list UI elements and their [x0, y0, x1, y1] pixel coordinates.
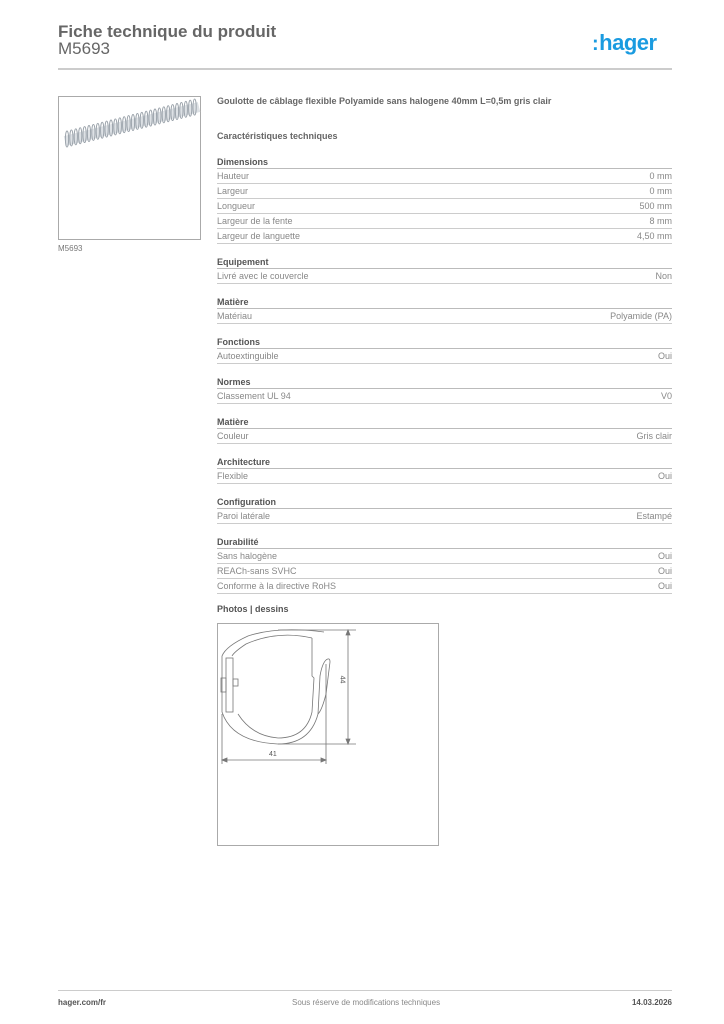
photos-title: Photos | dessins: [217, 604, 289, 614]
footer-divider: [58, 990, 672, 991]
spec-value: Oui: [657, 581, 672, 591]
spec-label: Largeur de la fente: [217, 216, 293, 226]
spec-label: REACh-sans SVHC: [217, 566, 297, 576]
spec-value: 4,50 mm: [636, 231, 672, 241]
spec-group-title: Architecture: [217, 456, 672, 469]
spec-value: V0: [660, 391, 672, 401]
spec-label: Longueur: [217, 201, 256, 211]
spec-value: 0 mm: [649, 186, 672, 196]
spec-group: [217, 456, 672, 484]
spec-group-title: Fonctions: [217, 336, 672, 349]
spec-label: Flexible: [217, 471, 249, 481]
spec-group: [217, 496, 672, 524]
spec-row: [217, 350, 672, 364]
spec-group: [217, 416, 672, 444]
spec-label: Matériau: [217, 311, 253, 321]
spec-value: 0 mm: [649, 171, 672, 181]
spec-row: [217, 470, 672, 484]
logo-text: hager: [599, 30, 657, 55]
product-code: M5693: [58, 39, 110, 58]
spec-group: [217, 336, 672, 364]
spec-group: [217, 156, 672, 244]
spec-label: Conforme à la directive RoHS: [217, 581, 337, 591]
spec-row: [217, 185, 672, 199]
spec-value: Non: [655, 271, 672, 281]
spec-group-title: Dimensions: [217, 156, 672, 169]
spec-value: Oui: [657, 471, 672, 481]
specs-table: [217, 156, 672, 606]
spec-group-title: Durabilité: [217, 536, 672, 549]
spec-row: [217, 215, 672, 229]
spec-group-title: Configuration: [217, 496, 672, 509]
spec-row: [217, 430, 672, 444]
spec-value: Oui: [657, 551, 672, 561]
spec-value: 500 mm: [639, 201, 672, 211]
technical-drawing: [217, 623, 439, 846]
spec-row: [217, 565, 672, 579]
spec-label: Couleur: [217, 431, 249, 441]
spec-value: Estampé: [636, 511, 672, 521]
spec-label: Sans halogène: [217, 551, 278, 561]
spec-label: Hauteur: [217, 171, 250, 181]
spec-label: Largeur: [217, 186, 249, 196]
spec-label: Autoextinguible: [217, 351, 279, 361]
spec-group-title: Equipement: [217, 256, 672, 269]
spec-row: [217, 270, 672, 284]
spec-row: [217, 580, 672, 594]
product-description: Goulotte de câblage flexible Polyamide sans halogene 40mm L=0,5m gris clair: [217, 96, 552, 106]
section-title-characteristics: Caractéristiques techniques: [217, 131, 338, 141]
dimension-height: 44: [338, 675, 346, 684]
spec-row: [217, 550, 672, 564]
spec-row: [217, 170, 672, 184]
spec-value: 8 mm: [649, 216, 672, 226]
footer-website-link[interactable]: hager.com/fr: [58, 998, 107, 1007]
header-divider: [58, 68, 672, 70]
spec-group: [217, 536, 672, 594]
spec-row: [217, 510, 672, 524]
spec-group: [217, 296, 672, 324]
logo-colon: :: [592, 33, 599, 55]
dimension-width: 41: [269, 751, 277, 758]
spec-group-title: Matière: [217, 296, 672, 309]
spec-label: Livré avec le couvercle: [217, 271, 309, 281]
spec-label: Paroi latérale: [217, 511, 271, 521]
spec-label: Largeur de languette: [217, 231, 301, 241]
spec-group: [217, 376, 672, 404]
spec-label: Classement UL 94: [217, 391, 291, 401]
spec-group-title: Normes: [217, 376, 672, 389]
footer-disclaimer: Sous réserve de modifications techniques: [292, 998, 441, 1007]
spec-row: [217, 390, 672, 404]
page-title: Fiche technique du produit: [58, 22, 277, 41]
spec-row: [217, 310, 672, 324]
footer-date: 14.03.2026: [631, 998, 672, 1007]
spec-group: [217, 256, 672, 284]
spec-group-title: Matière: [217, 416, 672, 429]
product-image: [58, 96, 201, 240]
hager-logo: [592, 30, 657, 56]
spec-value: Polyamide (PA): [610, 311, 672, 321]
spec-value: Gris clair: [636, 431, 672, 441]
product-image-caption: M5693: [58, 244, 83, 253]
spec-value: Oui: [657, 566, 672, 576]
spec-row: [217, 230, 672, 244]
spec-row: [217, 200, 672, 214]
spec-value: Oui: [657, 351, 672, 361]
